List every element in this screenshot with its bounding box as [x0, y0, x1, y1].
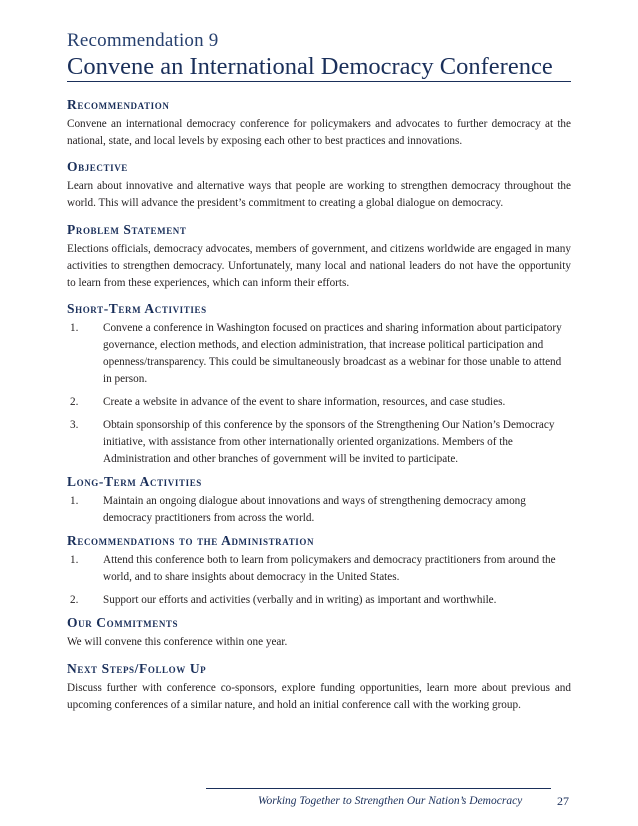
list-item — [67, 552, 571, 586]
list-item — [67, 320, 571, 388]
section-recommendation — [67, 97, 571, 150]
section-heading: Long-Term Activities — [67, 474, 202, 489]
content-body — [67, 97, 571, 714]
recommendation-number: Recommendation 9 — [67, 30, 219, 51]
item-text: Support our efforts and activities (verbally and in writing) as important and worthwhile. — [103, 594, 497, 606]
item-number: 1. — [70, 495, 79, 507]
list-item — [67, 417, 571, 468]
section-long-term-activities — [67, 474, 571, 527]
section-heading: Short-Term Activities — [67, 301, 207, 316]
section-problem-statement — [67, 222, 571, 292]
section-heading: Recommendations to the Administration — [67, 533, 315, 548]
section-heading: Next Steps/Follow Up — [67, 661, 207, 676]
item-text: Attend this conference both to learn from policymakers and democracy practitioners from around the world, and to share insights about democracy in the United States. — [103, 554, 556, 583]
item-text: Convene a conference in Washington focused on practices and sharing information about participatory governance, election methods, and election administration, that increase political participation and openness/transparency. This could be simultaneously broadcast as a webinar for those unable to attend in person. — [103, 322, 562, 385]
item-text: Obtain sponsorship of this conference by the sponsors of the Strengthening Our Nation’s Democracy initiative, with assistance from other internationally oriented organizations. Members of the Administration and other branches of government will be invited to participate. — [103, 419, 555, 465]
section-objective — [67, 159, 571, 212]
section-our-commitments — [67, 615, 571, 651]
recommendation-list — [67, 552, 571, 609]
section-short-term-activities — [67, 301, 571, 468]
section-text: Convene an international democracy conference for policymakers and advocates to further democracy at the national, state, and local levels by exposing each other to best practices and innovations. — [67, 118, 571, 147]
activity-list — [67, 320, 571, 468]
item-number: 1. — [70, 322, 79, 334]
section-administration-recommendations — [67, 533, 571, 609]
item-number: 1. — [70, 554, 79, 566]
item-text: Maintain an ongoing dialogue about innovations and ways of strengthening democracy among democracy practitioners from across the world. — [103, 495, 526, 524]
section-text: Discuss further with conference co-sponsors, explore funding opportunities, learn more about previous and upcoming conferences of a similar nature, and hold an initial conference call with the working group. — [67, 682, 571, 711]
list-item — [67, 592, 571, 609]
section-heading: Our Commitments — [67, 615, 179, 630]
page-title: Convene an International Democracy Conference — [67, 53, 553, 80]
section-heading: Objective — [67, 159, 128, 174]
activity-list — [67, 493, 571, 527]
section-heading: Recommendation — [67, 97, 170, 112]
footer-divider — [206, 788, 551, 789]
list-item — [67, 394, 571, 411]
section-text: Elections officials, democracy advocates, members of government, and citizens worldwide are engaged in many activities to strengthen democracy. Unfortunately, many local and national leaders do not have the opportunity to learn from these experiences, which can inform their efforts. — [67, 243, 571, 289]
title-divider — [67, 81, 571, 82]
item-number: 2. — [70, 396, 79, 408]
section-next-steps — [67, 661, 571, 714]
item-text: Create a website in advance of the event to share information, resources, and case studies. — [103, 396, 506, 408]
item-number: 3. — [70, 419, 79, 431]
list-item — [67, 493, 571, 527]
section-heading: Problem Statement — [67, 222, 187, 237]
section-text: Learn about innovative and alternative ways that people are working to strengthen democracy throughout the world. This will advance the president’s commitment to creating a global dialogue on democracy. — [67, 180, 571, 209]
page-number: 27 — [557, 794, 569, 808]
section-text: We will convene this conference within one year. — [67, 636, 288, 648]
footer-title: Working Together to Strengthen Our Nation’s Democracy — [258, 795, 523, 807]
item-number: 2. — [70, 594, 79, 606]
